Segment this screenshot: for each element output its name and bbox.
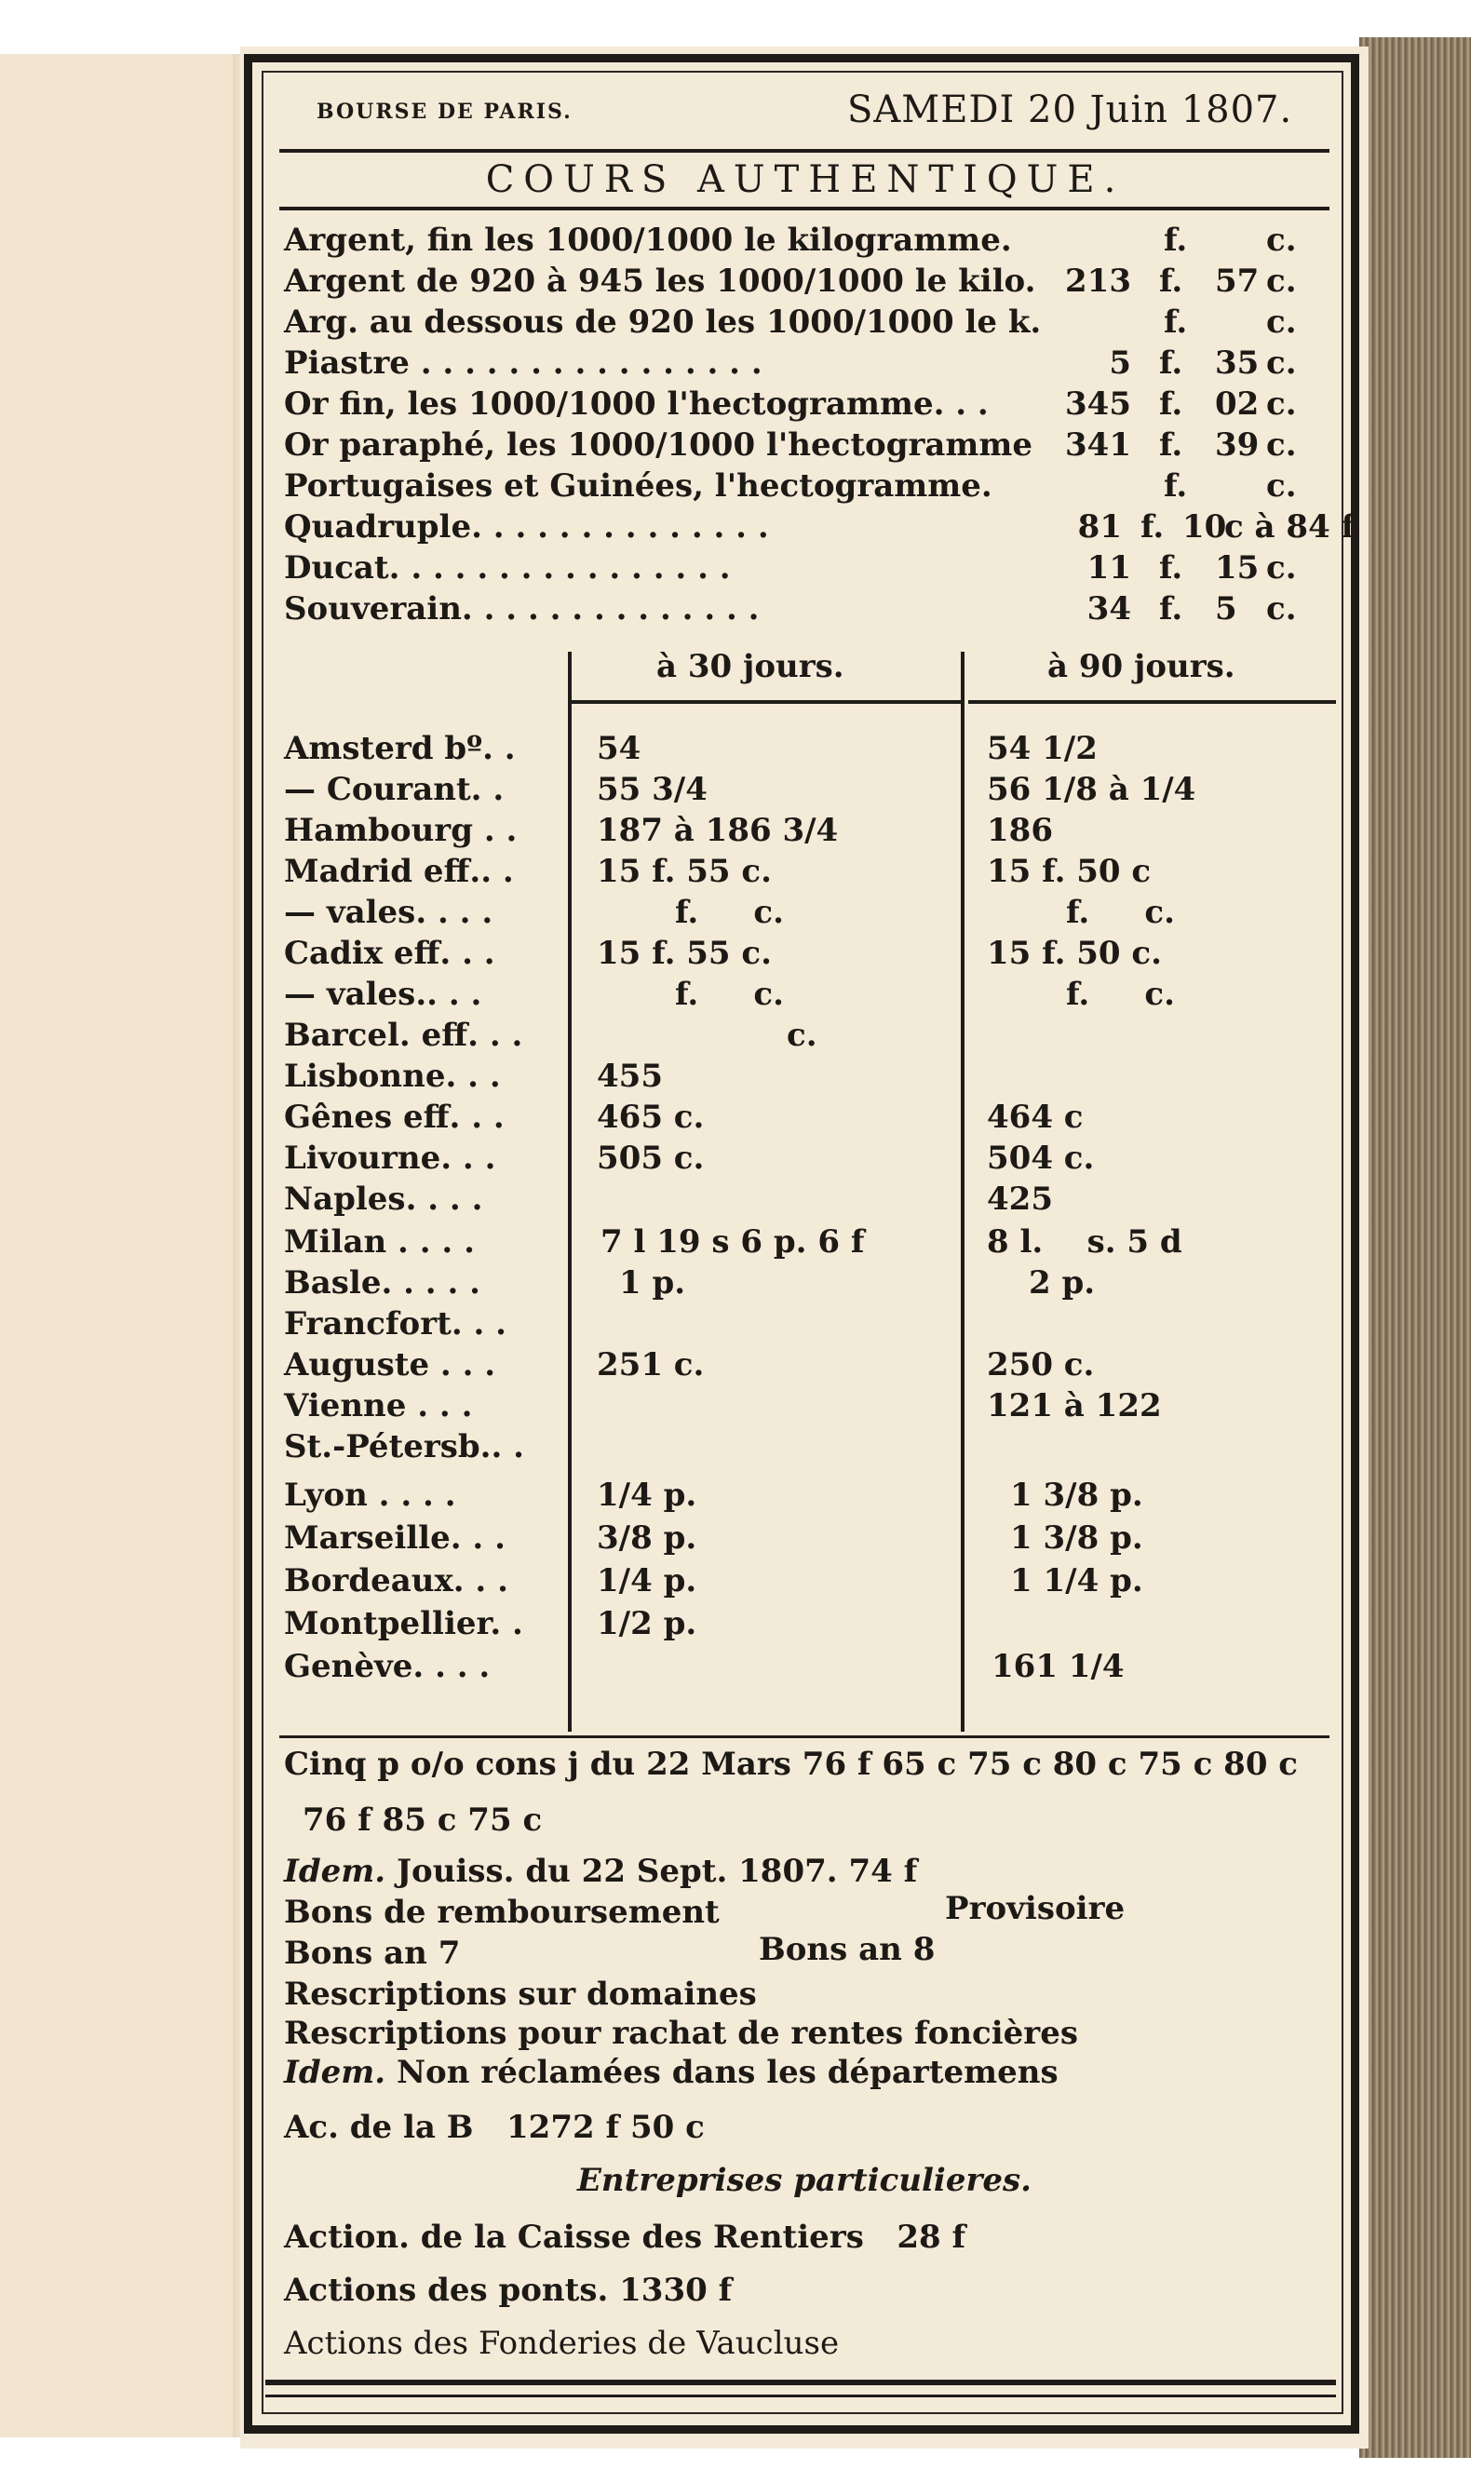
idem-label: Idem. — [284, 2054, 386, 2091]
exchange-row — [284, 769, 1345, 810]
exchange-30: 465 c. — [597, 1099, 705, 1136]
metal-franc: f. — [1159, 263, 1183, 300]
exchange-place: Hambourg . . — [284, 812, 518, 849]
idem-label: Idem. — [284, 1853, 386, 1890]
exchange-row — [284, 1015, 1345, 1056]
exchange-90: 15 f. 50 c — [987, 853, 1152, 890]
cinq-line-1: Cinq p o/o cons j du 22 Mars 76 f 65 c 75 c 80 c 75 c 80 c — [284, 1746, 1299, 1783]
exchange-place: Amsterd bº. . — [284, 730, 516, 767]
exchange-row — [284, 1056, 1345, 1097]
metal-c: c. — [1266, 590, 1297, 627]
exchange-row — [284, 1303, 1345, 1344]
bons-remboursement: Bons de remboursement — [284, 1894, 720, 1931]
metal-row — [284, 384, 1345, 425]
masthead-date: SAMEDI 20 Juin 1807. — [847, 88, 1293, 131]
metal-row — [284, 261, 1345, 302]
metal-franc: f. — [1164, 304, 1188, 341]
metal-row — [284, 466, 1345, 506]
metal-row — [284, 302, 1345, 343]
exchange-90: 425 — [987, 1181, 1053, 1218]
metal-c: c. — [1266, 385, 1297, 423]
caisse-rentiers: Action. de la Caisse des Rentiers 28 f — [284, 2219, 966, 2256]
exchange-place: St.-Pétersb.. . — [284, 1428, 525, 1465]
rescriptions-domaines: Rescriptions sur domaines — [284, 1976, 757, 2013]
provisoire: Provisoire — [945, 1890, 1126, 1927]
exchange-30: 187 à 186 3/4 — [597, 812, 839, 849]
exchange-row — [284, 1221, 1345, 1262]
metal-franc: f. — [1159, 426, 1183, 464]
section-heading: COURS AUTHENTIQUE. — [485, 158, 1126, 201]
exchange-row — [284, 1603, 1345, 1644]
metal-price: 81 — [1077, 508, 1122, 546]
exchange-30: 54 — [597, 730, 641, 767]
exchange-place: — Courant. . — [284, 771, 505, 808]
exchange-row — [284, 1560, 1345, 1601]
exchange-place: Basle. . . . . — [284, 1264, 480, 1302]
metal-franc: f. — [1140, 508, 1165, 546]
exchange-90: 1 1/4 p. — [1010, 1562, 1143, 1599]
actions-fonderies: Actions des Fonderies de Vaucluse — [284, 2325, 840, 2362]
page-edges — [1359, 37, 1471, 2458]
bottom-rule-1 — [265, 2380, 1336, 2385]
metal-price: 34 — [1086, 590, 1131, 627]
exchange-row — [284, 1179, 1345, 1220]
exchange-30: 455 — [597, 1058, 663, 1095]
exchange-90: 464 c — [987, 1099, 1084, 1136]
bons-an-7: Bons an 7 — [284, 1935, 461, 1972]
metal-c: c à 84 f — [1224, 508, 1356, 546]
exchange-row — [284, 851, 1345, 892]
metal-franc: f. — [1159, 385, 1183, 423]
exchange-row — [284, 1344, 1345, 1385]
exchange-30: 1/2 p. — [597, 1605, 697, 1642]
metal-label: Arg. au dessous de 920 les 1000/1000 le k. — [284, 304, 1042, 341]
metal-label: Or paraphé, les 1000/1000 l'hectogramme — [284, 426, 1033, 464]
exchange-place: Bordeaux. . . — [284, 1562, 508, 1599]
exchange-place: — vales. . . . — [284, 894, 493, 931]
cinq-line-2: 76 f 85 c 75 c — [303, 1802, 543, 1839]
idem-jouiss — [284, 1853, 917, 1890]
exchange-row — [284, 1385, 1345, 1426]
metal-cents: 39 — [1215, 426, 1260, 464]
rescriptions-rachat: Rescriptions pour rachat de rentes foncières — [284, 2015, 1078, 2052]
exchange-30: c. — [787, 1017, 817, 1054]
exchange-30: 15 f. 55 c. — [597, 853, 772, 890]
metal-price: 341 — [1065, 426, 1131, 464]
metal-row — [284, 506, 1356, 547]
idem-text: Non réclamées dans les départemens — [396, 2054, 1059, 2091]
exchange-place: Cadix eff. . . — [284, 935, 495, 972]
idem-non-reclamees — [284, 2054, 1059, 2091]
metal-franc: f. — [1159, 344, 1183, 382]
metal-row — [284, 425, 1345, 466]
exchange-place: Vienne . . . — [284, 1387, 473, 1424]
exchange-place: Montpellier. . — [284, 1605, 523, 1642]
metal-label: Quadruple. . . . . . . . . . . . . . — [284, 508, 769, 546]
exchange-place: Marseille. . . — [284, 1519, 506, 1557]
exchange-row — [284, 728, 1345, 769]
exchange-90: 8 l. s. 5 d — [987, 1223, 1182, 1261]
exchange-90: 54 1/2 — [987, 730, 1098, 767]
exchange-row — [284, 1262, 1345, 1303]
exchange-90: 56 1/8 à 1/4 — [987, 771, 1196, 808]
exchange-row — [284, 1426, 1345, 1467]
exchange-90: 1 3/8 p. — [1010, 1477, 1143, 1514]
metal-c: c. — [1266, 222, 1297, 259]
idem-text: Jouiss. du 22 Sept. 1807. 74 f — [396, 1853, 918, 1890]
exchange-row — [284, 1138, 1345, 1179]
metal-label: Souverain. . . . . . . . . . . . . . — [284, 590, 760, 627]
funds-rule — [279, 1735, 1329, 1738]
metal-label: Ducat. . . . . . . . . . . . . . . . — [284, 549, 731, 587]
exchange-30: 1/4 p. — [597, 1562, 697, 1599]
exchange-place: Milan . . . . — [284, 1223, 475, 1261]
metal-franc: f. — [1159, 549, 1183, 587]
metal-label: Portugaises et Guinées, l'hectogramme. — [284, 467, 992, 505]
exchange-90: 1 3/8 p. — [1010, 1519, 1143, 1557]
metal-c: c. — [1266, 263, 1297, 300]
metal-label: Or fin, les 1000/1000 l'hectogramme. . . — [284, 385, 989, 423]
metal-cents: 57 — [1215, 263, 1260, 300]
exchange-30: 505 c. — [597, 1140, 705, 1177]
metal-c: c. — [1266, 549, 1297, 587]
metal-row — [284, 547, 1345, 588]
metal-franc: f. — [1164, 467, 1188, 505]
exchange-place: Lisbonne. . . — [284, 1058, 501, 1095]
exchange-90: 250 c. — [987, 1346, 1095, 1383]
metals-table — [284, 220, 1356, 629]
exchange-row — [284, 1097, 1345, 1138]
col-30-jours: à 30 jours. — [656, 648, 844, 685]
metal-cents: 02 — [1215, 385, 1260, 423]
bottom-rule-2 — [265, 2395, 1336, 2397]
exchange-30: 7 l 19 s 6 p. 6 f — [600, 1223, 865, 1261]
exchange-place: Naples. . . . — [284, 1181, 483, 1218]
exchange-30: f. c. — [675, 976, 784, 1013]
metal-price: 5 — [1109, 344, 1131, 382]
exchange-90: 15 f. 50 c. — [987, 935, 1162, 972]
exchange-place: Madrid eff.. . — [284, 853, 514, 890]
exchange-row — [284, 1518, 1345, 1559]
metal-c: c. — [1266, 467, 1297, 505]
exchange-row — [284, 933, 1345, 974]
metal-cents: 15 — [1215, 549, 1260, 587]
exchange-rule-right — [968, 700, 1336, 704]
exchange-30: 15 f. 55 c. — [597, 935, 772, 972]
metal-label: Argent de 920 à 945 les 1000/1000 le kilo. — [284, 263, 1036, 300]
exchange-30: f. c. — [675, 894, 784, 931]
metal-row — [284, 343, 1345, 384]
exchange-90: 504 c. — [987, 1140, 1095, 1177]
banque-actions: Ac. de la B 1272 f 50 c — [284, 2109, 705, 2146]
metal-row — [284, 588, 1345, 629]
exchange-90: 161 1/4 — [992, 1648, 1125, 1685]
exchange-place: Barcel. eff. . . — [284, 1017, 523, 1054]
metal-label: Piastre . . . . . . . . . . . . . . . . — [284, 344, 762, 382]
exchange-place: Francfort. . . — [284, 1305, 507, 1343]
metal-franc: f. — [1164, 222, 1188, 259]
exchange-rule-left — [568, 700, 964, 704]
exchange-row — [284, 892, 1345, 933]
exchange-row — [284, 1646, 1345, 1687]
metal-cents: 35 — [1215, 344, 1260, 382]
metal-c: c. — [1266, 344, 1297, 382]
exchange-30: 1/4 p. — [597, 1477, 697, 1514]
col-90-jours: à 90 jours. — [1047, 648, 1235, 685]
exchange-90: 186 — [987, 812, 1053, 849]
exchange-place: Lyon . . . . — [284, 1477, 456, 1514]
exchange-place: Gênes eff. . . — [284, 1099, 505, 1136]
exchange-90: 2 p. — [1029, 1264, 1096, 1302]
exchange-place: Auguste . . . — [284, 1346, 496, 1383]
entreprises-heading: Entreprises particulieres. — [577, 2162, 1032, 2199]
heading-rule — [279, 207, 1329, 210]
metal-c: c. — [1266, 426, 1297, 464]
metal-c: c. — [1266, 304, 1297, 341]
metal-franc: f. — [1159, 590, 1183, 627]
exchange-30: 1 p. — [619, 1264, 686, 1302]
exchange-90: f. c. — [1066, 894, 1175, 931]
metal-row — [284, 220, 1345, 261]
bons-an-8: Bons an 8 — [759, 1931, 936, 1968]
exchange-row — [284, 810, 1345, 851]
actions-ponts: Actions des ponts. 1330 f — [284, 2272, 733, 2309]
exchange-30: 55 3/4 — [597, 771, 708, 808]
exchange-row — [284, 974, 1345, 1015]
metal-cents: 10 — [1182, 508, 1227, 546]
metal-price: 11 — [1086, 549, 1131, 587]
metal-cents: 5 — [1215, 590, 1237, 627]
exchange-90: 121 à 122 — [987, 1387, 1162, 1424]
masthead-rule — [279, 149, 1329, 153]
exchange-30: 3/8 p. — [597, 1519, 697, 1557]
masthead-title: BOURSE DE PARIS. — [317, 100, 573, 124]
metal-price: 345 — [1065, 385, 1131, 423]
metal-label: Argent, fin les 1000/1000 le kilogramme. — [284, 222, 1012, 259]
exchange-place: — vales.. . . — [284, 976, 482, 1013]
exchange-90: f. c. — [1066, 976, 1175, 1013]
exchange-row — [284, 1475, 1345, 1516]
metal-price: 213 — [1065, 263, 1131, 300]
exchange-place: Livourne. . . — [284, 1140, 496, 1177]
exchange-30: 251 c. — [597, 1346, 705, 1383]
left-page — [0, 54, 233, 2437]
exchange-place: Genève. . . . — [284, 1648, 491, 1685]
